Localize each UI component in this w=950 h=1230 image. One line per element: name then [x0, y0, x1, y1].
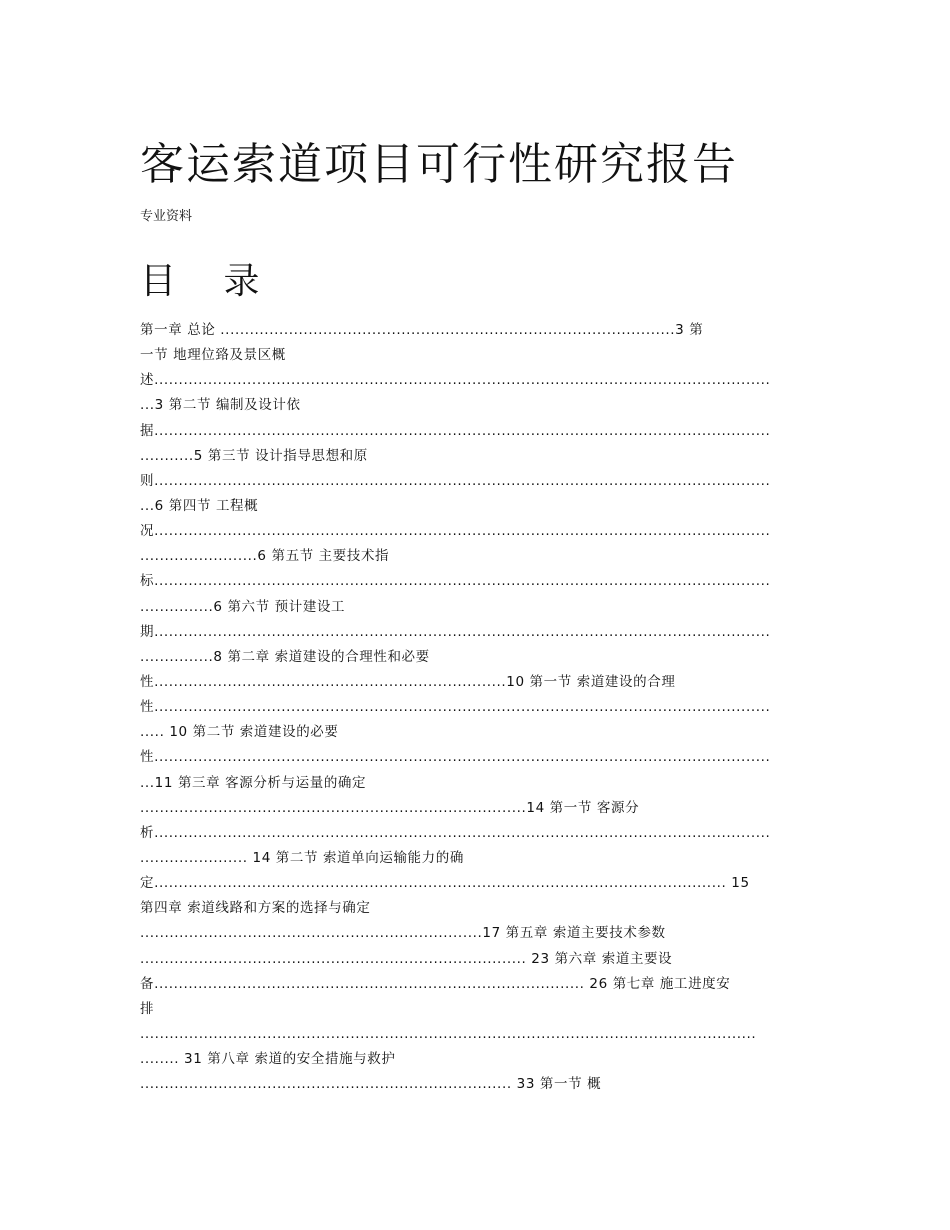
- toc-line: ......................................................................17 第五章 索道主要技术参数: [140, 925, 666, 942]
- toc-line: 性..............................................................................................................................: [140, 749, 771, 766]
- toc-line: 定..................................................................................................................... 15: [140, 875, 750, 892]
- toc-line: ........................6 第五节 主要技术指: [140, 548, 390, 565]
- toc-line: ........ 31 第八章 索道的安全措施与救护: [140, 1051, 396, 1068]
- toc-line: 性........................................................................10 第一节 索道建设的合理: [140, 673, 676, 690]
- toc-line: ............................................................................... 23 第六章 索道主要设: [140, 950, 673, 967]
- toc-line: ...............6 第六节 预计建设工: [140, 598, 346, 615]
- toc-heading: 目 录: [140, 261, 278, 302]
- toc-line: 析..............................................................................................................................: [140, 824, 771, 841]
- document-subtitle: 专业资料: [140, 209, 193, 224]
- toc-line: 第一章 总论 .............................................................................................3 第: [140, 322, 704, 338]
- toc-line: 性..............................................................................................................................: [140, 699, 771, 716]
- toc-line: 据..............................................................................................................................: [140, 422, 771, 439]
- table-of-contents: [140, 318, 808, 1097]
- toc-line: 则..............................................................................................................................: [140, 472, 771, 489]
- toc-line: 第四章 索道线路和方案的选择与确定: [140, 900, 371, 917]
- toc-line: ...3 第二节 编制及设计依: [140, 397, 301, 414]
- toc-line: 标..............................................................................................................................: [140, 573, 771, 590]
- toc-line: 排: [140, 1000, 155, 1017]
- toc-line: ...........5 第三节 设计指导思想和原: [140, 447, 368, 464]
- toc-line: ...11 第三章 客源分析与运量的确定: [140, 774, 367, 791]
- toc-line: 期..............................................................................................................................: [140, 623, 771, 640]
- toc-line: 述..............................................................................................................................: [140, 372, 771, 389]
- toc-line: 一节 地理位臵及景区概: [140, 347, 286, 364]
- toc-line: ............................................................................ 33 第一节 概: [140, 1076, 602, 1093]
- toc-line: ..............................................................................................................................: [140, 1025, 757, 1042]
- toc-line: ...............................................................................14 第一节 客源分: [140, 799, 640, 816]
- toc-line: 备........................................................................................ 26 第七章 施工进度安: [140, 975, 731, 992]
- toc-line: ...................... 14 第二节 索道单向运输能力的确: [140, 849, 464, 866]
- toc-line: ...6 第四节 工程概: [140, 497, 259, 514]
- document-title: 客运索道项目可行性研究报告: [140, 139, 738, 190]
- toc-line: ..... 10 第二节 索道建设的必要: [140, 724, 339, 741]
- toc-line: ...............8 第二章 索道建设的合理性和必要: [140, 648, 430, 665]
- toc-line: 况..............................................................................................................................: [140, 523, 771, 540]
